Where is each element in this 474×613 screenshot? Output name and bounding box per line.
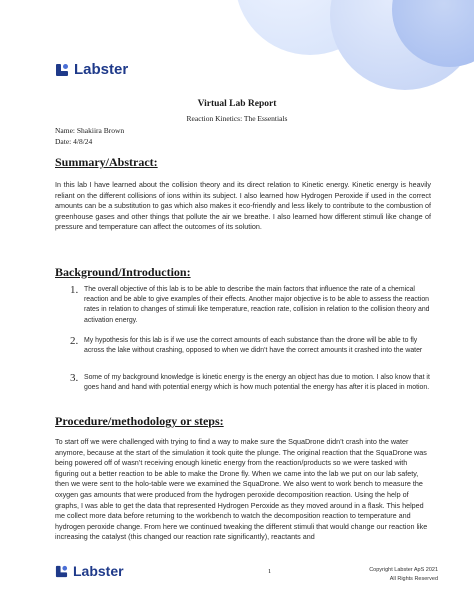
procedure-heading: Procedure/methodology or steps: bbox=[55, 414, 224, 428]
labster-logo-text: Labster bbox=[74, 61, 129, 78]
student-name: Name: Shakiira Brown bbox=[55, 126, 125, 135]
procedure-paragraph: To start off we were challenged with trying to find a way to make sure the SquaDrone didn’t crash into the water anymore, because at the start of the simulation it took quite the plunge. The original reaction that the SquaDrone was being powered off of wasn’t receiving enough kinetic energy from the reaction/products so we were tasked with figuring out a better reaction to be able to make the Drone fly. When we came into the lab we put on our lab safety, then we were sent to the holo-table were we examined the SquaDrone. We also went to work bench to measure the oxygen gas amounts that were produced from the hydrogen peroxide decomposition reaction. Using the help of graphs, I was able to get the data that represented Hydrogen Peroxide as they moved around in a flask. This helped me collect more data before returning to the workbench to watch the decomposition reaction to temperature and hydrogen peroxide change. From here we continued tweaking the different stimuli that would change our reaction like increasing the catalyst (this changed our reaction rate significantly), reactants and bbox=[55, 437, 428, 542]
report-subtitle: Reaction Kinetics: The Essentials bbox=[186, 114, 288, 123]
page-number: 1 bbox=[268, 568, 272, 575]
copyright-line: Copyright Labster ApS 2021 bbox=[369, 567, 438, 573]
labster-logo-text: Labster bbox=[73, 563, 124, 579]
list-item bbox=[70, 336, 430, 356]
summary-heading: Summary/Abstract: bbox=[55, 155, 158, 169]
list-item-text: Some of my background knowledge is kinetic energy is the energy an object has due to motion. I also know that it goes hand and hand with potential energy which is how much potential the energy has after it is placed in motion. bbox=[84, 374, 430, 392]
summary-paragraph: In this lab I have learned about the collision theory and its direct relation to Kinetic energy. Kinetic energy is heavily reliant on the different collisions of ions within its subject. I also learned how Hydrogen Peroxide if used in the correct amounts can be a substitution to gas which also makes it eco-friendly and less likely to contribute to the combustion of greenhouse gases and other things that pollute the air we breathe. I also learned how different stimuli like change of pressure and temperature can affect the outcomes of its solution. bbox=[55, 180, 431, 232]
background-heading: Background/Introduction: bbox=[55, 265, 191, 279]
list-item-text: The overall objective of this lab is to be able to describe the main factors that influence the rate of a chemical reaction and be able to give examples of their effects. Another major objective is to be able to assess the reaction rates in relation to changes of stimuli like temperature, reaction rate, collision in relation to the collision theory and activation energy. bbox=[84, 286, 430, 324]
report-title: Virtual Lab Report bbox=[197, 99, 277, 109]
list-item bbox=[70, 285, 430, 326]
list-item-number: 1. bbox=[70, 284, 79, 296]
report-date: Date: 4/8/24 bbox=[55, 137, 93, 146]
list-item-number: 3. bbox=[70, 372, 79, 384]
labster-logo-icon bbox=[55, 63, 69, 77]
labster-footer-logo bbox=[55, 563, 124, 579]
labster-logo-icon bbox=[55, 565, 68, 578]
rights-line: All Rights Reserved bbox=[389, 575, 438, 582]
list-item bbox=[70, 373, 430, 393]
copyright-notice bbox=[340, 566, 438, 583]
labster-logo bbox=[55, 61, 128, 78]
list-item-text: My hypothesis for this lab is if we use the correct amounts of each substance than the drone will be able to fly across the lake without crashing, opposed to when we didn’t have the correct amounts it crashed into the water bbox=[84, 337, 423, 355]
list-item-number: 2. bbox=[70, 335, 79, 347]
